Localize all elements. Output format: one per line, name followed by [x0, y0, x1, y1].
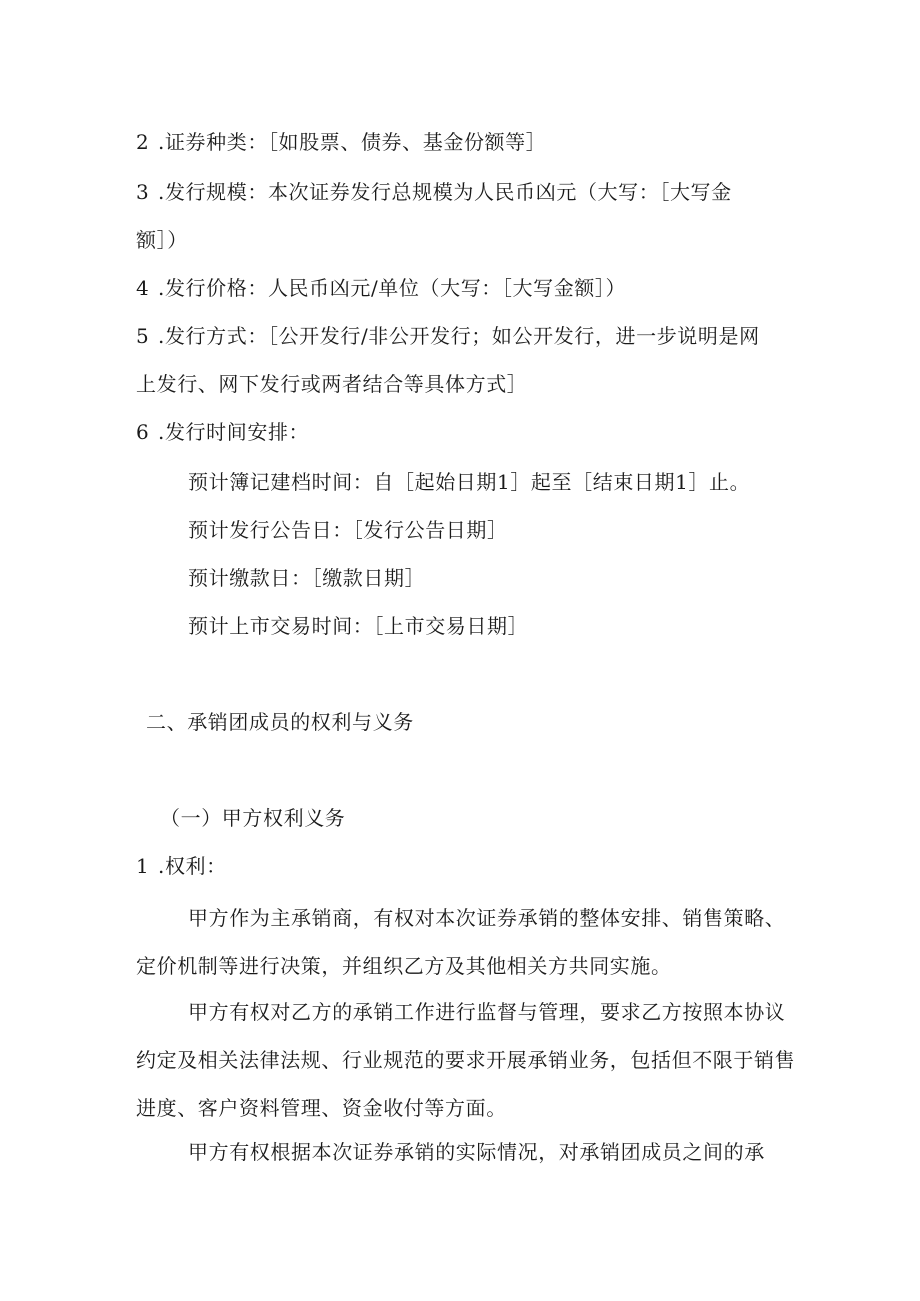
schedule-listing: 预计上市交易时间：［上市交易日期］ [188, 614, 529, 638]
item-issue-scale-cont: 额］） [136, 228, 188, 252]
paragraph-1-line-1: 甲方作为主承销商，有权对本次证券承销的整体安排、销售策略、 [188, 906, 786, 930]
item-securities-type [136, 128, 546, 156]
item-text: .发行规模：本次证券发行总规模为人民币凶元（大写：［大写金 [158, 180, 732, 204]
item-text: .发行价格：人民币凶元/单位（大写：［大写金额］） [158, 276, 627, 300]
item-number: 5 [136, 324, 150, 348]
item-number: 1 [136, 854, 150, 878]
item-number: 6 [136, 420, 150, 444]
item-issue-method [136, 322, 760, 350]
paragraph-3-line-1: 甲方有权根据本次证券承销的实际情况，对承销团成员之间的承 [188, 1140, 765, 1164]
schedule-payment: 预计缴款日：［缴款日期］ [188, 566, 426, 590]
item-text: .权利： [158, 854, 227, 878]
schedule-announcement: 预计发行公告日：［发行公告日期］ [188, 518, 508, 542]
schedule-bookbuilding: 预计簿记建档时间：自［起始日期1］起至［结束日期1］止。 [188, 470, 751, 494]
paragraph-2-line-3: 进度、客户资料管理、资金收付等方面。 [136, 1096, 507, 1120]
section-heading: 二、承销团成员的权利与义务 [146, 710, 414, 734]
item-issue-method-cont: 上发行、网下发行或两者结合等具体方式］ [136, 372, 528, 396]
item-text: .发行方式：［公开发行/非公开发行；如公开发行，进一步说明是网 [158, 324, 760, 348]
item-number: 2 [136, 130, 150, 154]
item-rights [136, 852, 227, 880]
item-issue-schedule [136, 418, 309, 446]
subsection-heading: （一）甲方权利义务 [160, 806, 346, 830]
item-text: .发行时间安排： [158, 420, 310, 444]
item-issue-price [136, 274, 626, 302]
paragraph-1-line-2: 定价机制等进行决策，并组织乙方及其他相关方共同实施。 [136, 954, 672, 978]
item-text: .证券种类：［如股票、债券、基金份额等］ [158, 130, 547, 154]
item-issue-scale [136, 178, 732, 206]
item-number: 4 [136, 276, 150, 300]
paragraph-2-line-1: 甲方有权对乙方的承销工作进行监督与管理，要求乙方按照本协议 [188, 1000, 786, 1024]
paragraph-2-line-2: 约定及相关法律法规、行业规范的要求开展承销业务，包括但不限于销售 [136, 1048, 796, 1072]
item-number: 3 [136, 180, 150, 204]
